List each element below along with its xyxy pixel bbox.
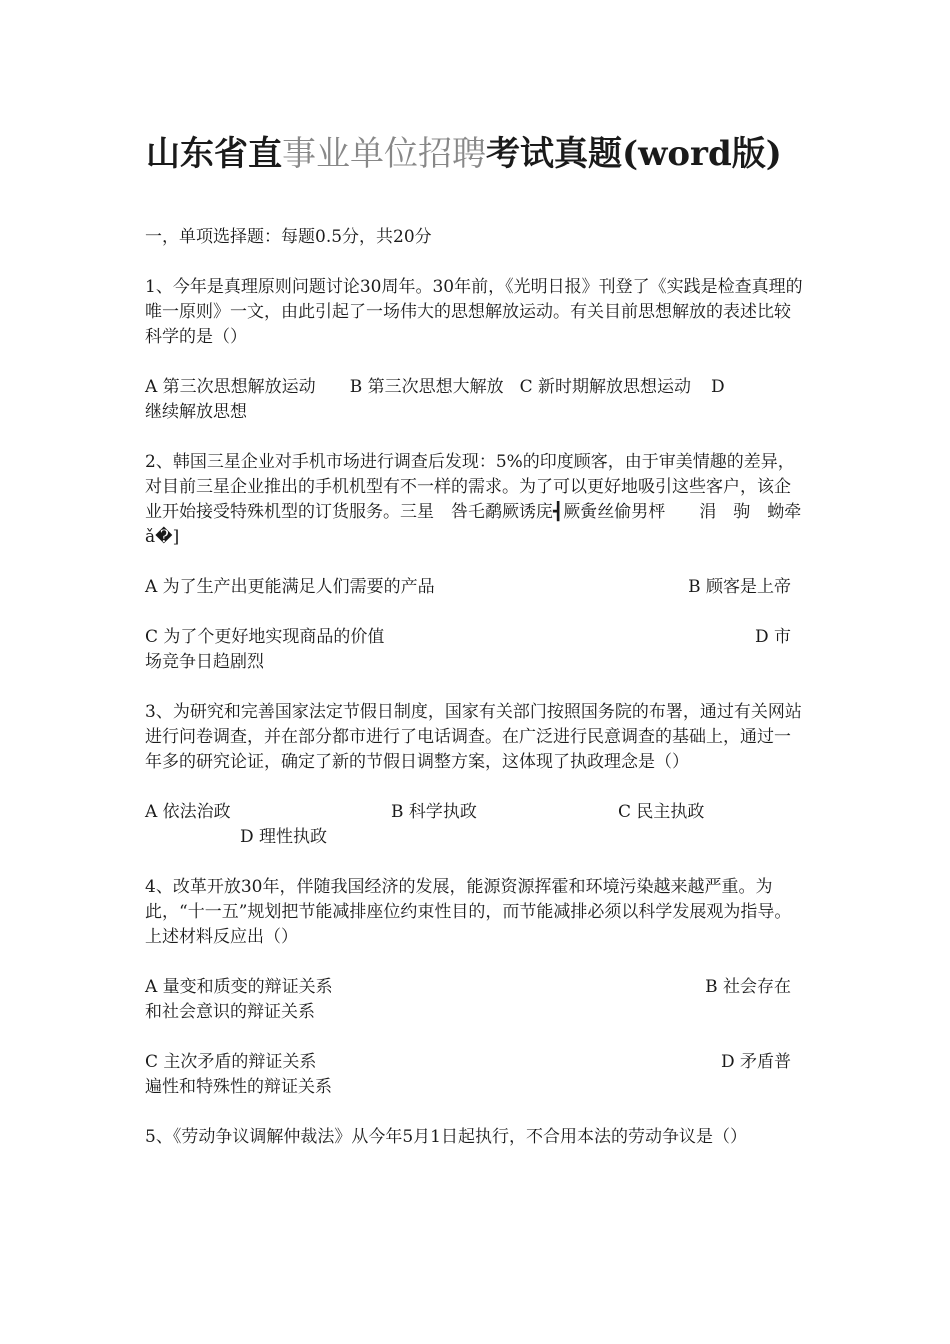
q4-option-d-head: D 矛盾普 [720,1052,791,1072]
q2-option-b: B 顾客是上帝 [688,577,791,597]
question-2: 2、韩国三星企业对手机市场进行调查后发现：5%的印度顾客，由于审美情趣的差异，对目前三星企业推出的手机机型有不一样的需求。为了可以更好地吸引这些客户，该企业开始接受特殊机型的订货服务。三星 咎乇鹬厥诱庑┫厥夤丝偷男枰 涓 驹 蚴牵ǎ�] [145,452,802,547]
q3-option-c: C 民主执政 [618,802,705,822]
q1-option-d-letter: D [711,377,725,397]
q2-option-c: C 为了个更好地实现商品的价值 [145,627,385,647]
question-4-options-row-1 [145,975,807,1025]
q1-option-d-cont: 继续解放思想 [145,402,247,422]
document-title [146,130,782,178]
question-2-options-row-2 [145,625,807,675]
question-1-options [145,375,807,425]
question-4-options-row-2 [145,1050,807,1100]
title-part-3: 考试真题(word版) [486,134,782,174]
q3-option-a: A 依法治政 [145,802,231,822]
q4-option-a: A 量变和质变的辩证关系 [145,977,333,997]
question-1: 1、今年是真理原则问题讨论30周年。30年前，《光明日报》刊登了《实践是检查真理的唯一原则》一文，由此引起了一场伟大的思想解放运动。有关目前思想解放的表述比较科学的是（） [145,277,803,347]
q4-option-b-head: B 社会存在 [705,977,791,997]
question-2-options-row-1 [145,575,807,600]
q4-option-c: C 主次矛盾的辩证关系 [145,1052,317,1072]
q4-option-b-cont: 和社会意识的辩证关系 [145,1002,315,1022]
q2-option-d-head: D 市 [754,627,791,647]
section-heading: 一，单项选择题：每题0.5分，共20分 [145,227,432,247]
title-part-1: 山东省直 [146,134,282,174]
question-3-options [145,800,807,850]
q4-option-d-cont: 遍性和特殊性的辩证关系 [145,1077,332,1097]
q3-option-d: D 理性执政 [240,827,328,847]
question-3: 3、为研究和完善国家法定节假日制度，国家有关部门按照国务院的布署，通过有关网站进行问卷调查，并在部分都市进行了电话调查。在广泛进行民意调查的基础上，通过一年多的研究论证，确定了新的节假日调整方案，这体现了执政理念是（） [145,702,802,772]
document-body [145,225,807,1175]
q3-option-b: B 科学执政 [391,802,477,822]
q1-option-c: C 新时期解放思想运动 [519,377,692,397]
q2-option-d-cont: 场竞争日趋剧烈 [145,652,264,672]
question-5: 5、《劳动争议调解仲裁法》从今年5月1日起执行，不合用本法的劳动争议是（） [145,1127,747,1147]
question-4: 4、改革开放30年，伴随我国经济的发展，能源资源挥霍和环境污染越来越严重。为此，“十一五”规划把节能减排座位约束性目的，而节能减排必须以科学发展观为指导。上述材料反应出（） [145,877,792,947]
q2-option-a: A 为了生产出更能满足人们需要的产品 [145,577,435,597]
q1-option-a: A 第三次思想解放运动 [145,377,316,397]
q1-option-b: B 第三次思想大解放 [349,377,504,397]
title-part-2: 事业单位招聘 [282,134,486,174]
